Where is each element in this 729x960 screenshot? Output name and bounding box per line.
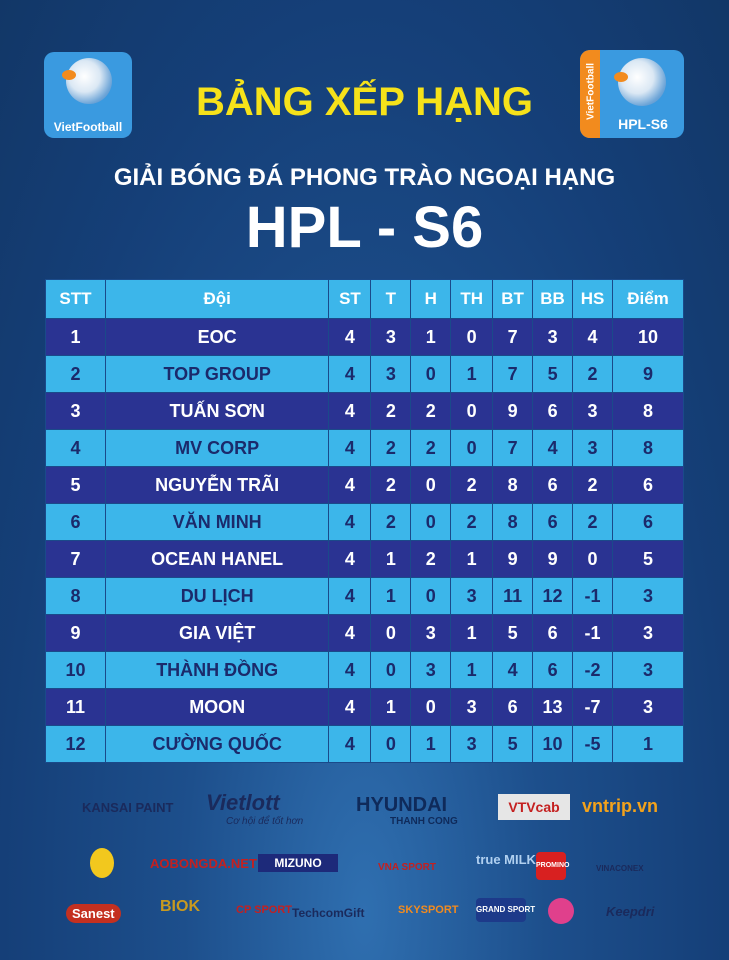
table-cell: VĂN MINH — [105, 504, 329, 541]
table-cell: -5 — [573, 726, 613, 763]
col-header: ST — [329, 280, 371, 319]
table-cell: -2 — [573, 652, 613, 689]
table-cell: 2 — [371, 467, 411, 504]
table-cell: 0 — [411, 467, 451, 504]
table-cell: 4 — [329, 652, 371, 689]
table-cell: 3 — [533, 319, 573, 356]
table-cell: 4 — [329, 726, 371, 763]
table-cell: 3 — [451, 689, 493, 726]
table-cell: 5 — [46, 467, 106, 504]
table-cell: THÀNH ĐỒNG — [105, 652, 329, 689]
tournament-name: GIẢI BÓNG ĐÁ PHONG TRÀO NGOẠI HẠNG — [113, 164, 616, 191]
page-title: BẢNG XẾP HẠNG — [195, 80, 534, 124]
table-cell: 7 — [493, 356, 533, 393]
table-cell: 7 — [493, 319, 533, 356]
table-cell: 6 — [613, 504, 684, 541]
table-cell: DU LỊCH — [105, 578, 329, 615]
sponsor-techcomgift: TechcomGift — [292, 906, 365, 920]
table-cell: 2 — [451, 467, 493, 504]
table-cell: 4 — [329, 541, 371, 578]
table-row — [46, 541, 684, 578]
swirl-icon — [62, 70, 76, 80]
col-header: BT — [493, 280, 533, 319]
table-cell: 6 — [46, 504, 106, 541]
table-cell: 2 — [573, 504, 613, 541]
sponsor-aobongda: AOBONGDA.NET — [150, 856, 257, 871]
table-cell: -1 — [573, 615, 613, 652]
col-header: T — [371, 280, 411, 319]
table-cell: 9 — [493, 541, 533, 578]
sponsor-pink-icon — [548, 898, 574, 924]
table-cell: OCEAN HANEL — [105, 541, 329, 578]
table-cell: 3 — [371, 356, 411, 393]
table-cell: 3 — [573, 393, 613, 430]
table-cell: 1 — [411, 726, 451, 763]
table-cell: 6 — [533, 615, 573, 652]
sponsor-thanhcong: THANH CONG — [390, 816, 458, 827]
table-cell: 0 — [451, 430, 493, 467]
table-cell: 5 — [493, 615, 533, 652]
table-cell: TUẤN SƠN — [105, 393, 329, 430]
table-cell: 0 — [411, 578, 451, 615]
table-cell: 8 — [613, 393, 684, 430]
table-cell: 5 — [493, 726, 533, 763]
table-cell: 10 — [613, 319, 684, 356]
table-cell: 3 — [613, 689, 684, 726]
sponsor-vietlott-slogan: Cơ hội để tốt hơn — [226, 816, 304, 827]
standings-table — [45, 279, 684, 763]
table-cell: 6 — [533, 504, 573, 541]
table-row — [46, 356, 684, 393]
table-cell: 3 — [573, 430, 613, 467]
table-cell: 6 — [493, 689, 533, 726]
table-row — [46, 393, 684, 430]
table-cell: 9 — [613, 356, 684, 393]
table-cell: 1 — [371, 689, 411, 726]
sponsor-truemilk: true MILK — [476, 852, 536, 867]
table-cell: 1 — [613, 726, 684, 763]
table-cell: 1 — [411, 319, 451, 356]
table-cell: 3 — [451, 726, 493, 763]
table-cell: 8 — [613, 430, 684, 467]
table-cell: 1 — [46, 319, 106, 356]
table-cell: 6 — [613, 467, 684, 504]
sponsor-vntrip: vntrip.vn — [582, 796, 659, 816]
col-header: Điểm — [613, 280, 684, 319]
table-cell: 5 — [533, 356, 573, 393]
table-cell: 9 — [46, 615, 106, 652]
table-cell: 4 — [329, 578, 371, 615]
table-cell: 4 — [329, 356, 371, 393]
logo-season-text: HPL-S6 — [618, 116, 668, 132]
sponsor-vinaconex: VINACONEX — [596, 864, 644, 873]
table-cell: 4 — [329, 319, 371, 356]
table-cell: 8 — [493, 504, 533, 541]
table-cell: 0 — [451, 319, 493, 356]
table-cell: 3 — [371, 319, 411, 356]
sponsor-sanest: Sanest — [66, 904, 121, 923]
table-row — [46, 430, 684, 467]
sponsor-grandsport: GRAND SPORT — [476, 898, 526, 922]
table-cell: 2 — [411, 541, 451, 578]
table-cell: 4 — [329, 467, 371, 504]
table-cell: 0 — [371, 615, 411, 652]
sponsor-vtvcab: VTVcab — [498, 794, 570, 820]
table-cell: 3 — [411, 615, 451, 652]
table-cell: 0 — [411, 356, 451, 393]
table-cell: 5 — [613, 541, 684, 578]
table-cell: 7 — [493, 430, 533, 467]
col-header: BB — [533, 280, 573, 319]
table-cell: 13 — [533, 689, 573, 726]
table-cell: 9 — [493, 393, 533, 430]
table-cell: 3 — [613, 615, 684, 652]
table-cell: 0 — [451, 393, 493, 430]
table-cell: 7 — [46, 541, 106, 578]
table-cell: CƯỜNG QUỐC — [105, 726, 329, 763]
table-row — [46, 467, 684, 504]
table-cell: EOC — [105, 319, 329, 356]
table-cell: 9 — [533, 541, 573, 578]
sponsor-vnasport: VNA SPORT — [378, 862, 436, 873]
table-cell: 3 — [613, 578, 684, 615]
table-cell: 4 — [533, 430, 573, 467]
table-cell: 0 — [371, 726, 411, 763]
logo-vertical-text: VietFootball — [585, 62, 597, 121]
table-cell: 4 — [329, 504, 371, 541]
table-cell: 2 — [371, 430, 411, 467]
table-row — [46, 615, 684, 652]
table-cell: 12 — [46, 726, 106, 763]
table-cell: 8 — [46, 578, 106, 615]
table-cell: 2 — [411, 393, 451, 430]
table-row — [46, 319, 684, 356]
sponsor-vietlott: Vietlott — [206, 790, 280, 815]
col-header: STT — [46, 280, 106, 319]
logo-brand-text: VietFootball — [53, 120, 123, 134]
table-cell: 1 — [451, 356, 493, 393]
table-header-row — [46, 280, 684, 319]
table-cell: 3 — [451, 578, 493, 615]
table-cell: NGUYỄN TRÃI — [105, 467, 329, 504]
table-cell: 1 — [451, 615, 493, 652]
table-cell: 2 — [573, 356, 613, 393]
table-cell: 6 — [533, 652, 573, 689]
table-cell: 1 — [371, 541, 411, 578]
col-header: H — [411, 280, 451, 319]
table-cell: 2 — [451, 504, 493, 541]
table-cell: -1 — [573, 578, 613, 615]
table-cell: -7 — [573, 689, 613, 726]
table-cell: MOON — [105, 689, 329, 726]
sponsor-cpsport: CP SPORT — [236, 904, 293, 916]
donglu-icon — [90, 848, 114, 878]
sponsor-keepdri: Keepdri — [606, 904, 655, 919]
table-cell: 4 — [329, 615, 371, 652]
table-row — [46, 689, 684, 726]
table-cell: 4 — [329, 393, 371, 430]
table-cell: TOP GROUP — [105, 356, 329, 393]
table-cell: 11 — [493, 578, 533, 615]
table-cell: GIA VIỆT — [105, 615, 329, 652]
table-cell: 10 — [46, 652, 106, 689]
table-cell: 2 — [371, 393, 411, 430]
col-header: HS — [573, 280, 613, 319]
table-cell: 2 — [411, 430, 451, 467]
table-cell: MV CORP — [105, 430, 329, 467]
league-name: HPL - S6 — [245, 195, 484, 260]
table-cell: 4 — [573, 319, 613, 356]
table-cell: 6 — [533, 393, 573, 430]
table-cell: 1 — [371, 578, 411, 615]
sponsor-hyundai: HYUNDAI — [356, 794, 448, 816]
table-cell: 3 — [411, 652, 451, 689]
sponsor-logos — [0, 780, 729, 960]
table-row — [46, 726, 684, 763]
sponsor-biok: BIOK — [160, 898, 200, 915]
table-cell: 3 — [46, 393, 106, 430]
col-header: Đội — [105, 280, 329, 319]
table-cell: 0 — [411, 689, 451, 726]
table-row — [46, 504, 684, 541]
table-row — [46, 578, 684, 615]
table-cell: 4 — [493, 652, 533, 689]
table-cell: 0 — [371, 652, 411, 689]
table-cell: 4 — [329, 430, 371, 467]
table-cell: 2 — [46, 356, 106, 393]
sponsor-skysport: SKYSPORT — [398, 904, 459, 916]
table-row — [46, 652, 684, 689]
table-cell: 4 — [329, 689, 371, 726]
table-cell: 0 — [411, 504, 451, 541]
table-cell: 1 — [451, 541, 493, 578]
table-cell: 0 — [573, 541, 613, 578]
table-cell: 10 — [533, 726, 573, 763]
col-header: TH — [451, 280, 493, 319]
sponsor-kansai: KANSAI PAINT — [82, 800, 174, 815]
table-cell: 2 — [573, 467, 613, 504]
sponsor-mizuno: MIZUNO — [258, 854, 338, 872]
table-cell: 11 — [46, 689, 106, 726]
table-cell: 12 — [533, 578, 573, 615]
table-cell: 2 — [371, 504, 411, 541]
table-cell: 4 — [46, 430, 106, 467]
table-cell: 6 — [533, 467, 573, 504]
sponsor-promino: PROMINO — [536, 852, 566, 880]
table-cell: 3 — [613, 652, 684, 689]
table-cell: 1 — [451, 652, 493, 689]
table-cell: 8 — [493, 467, 533, 504]
